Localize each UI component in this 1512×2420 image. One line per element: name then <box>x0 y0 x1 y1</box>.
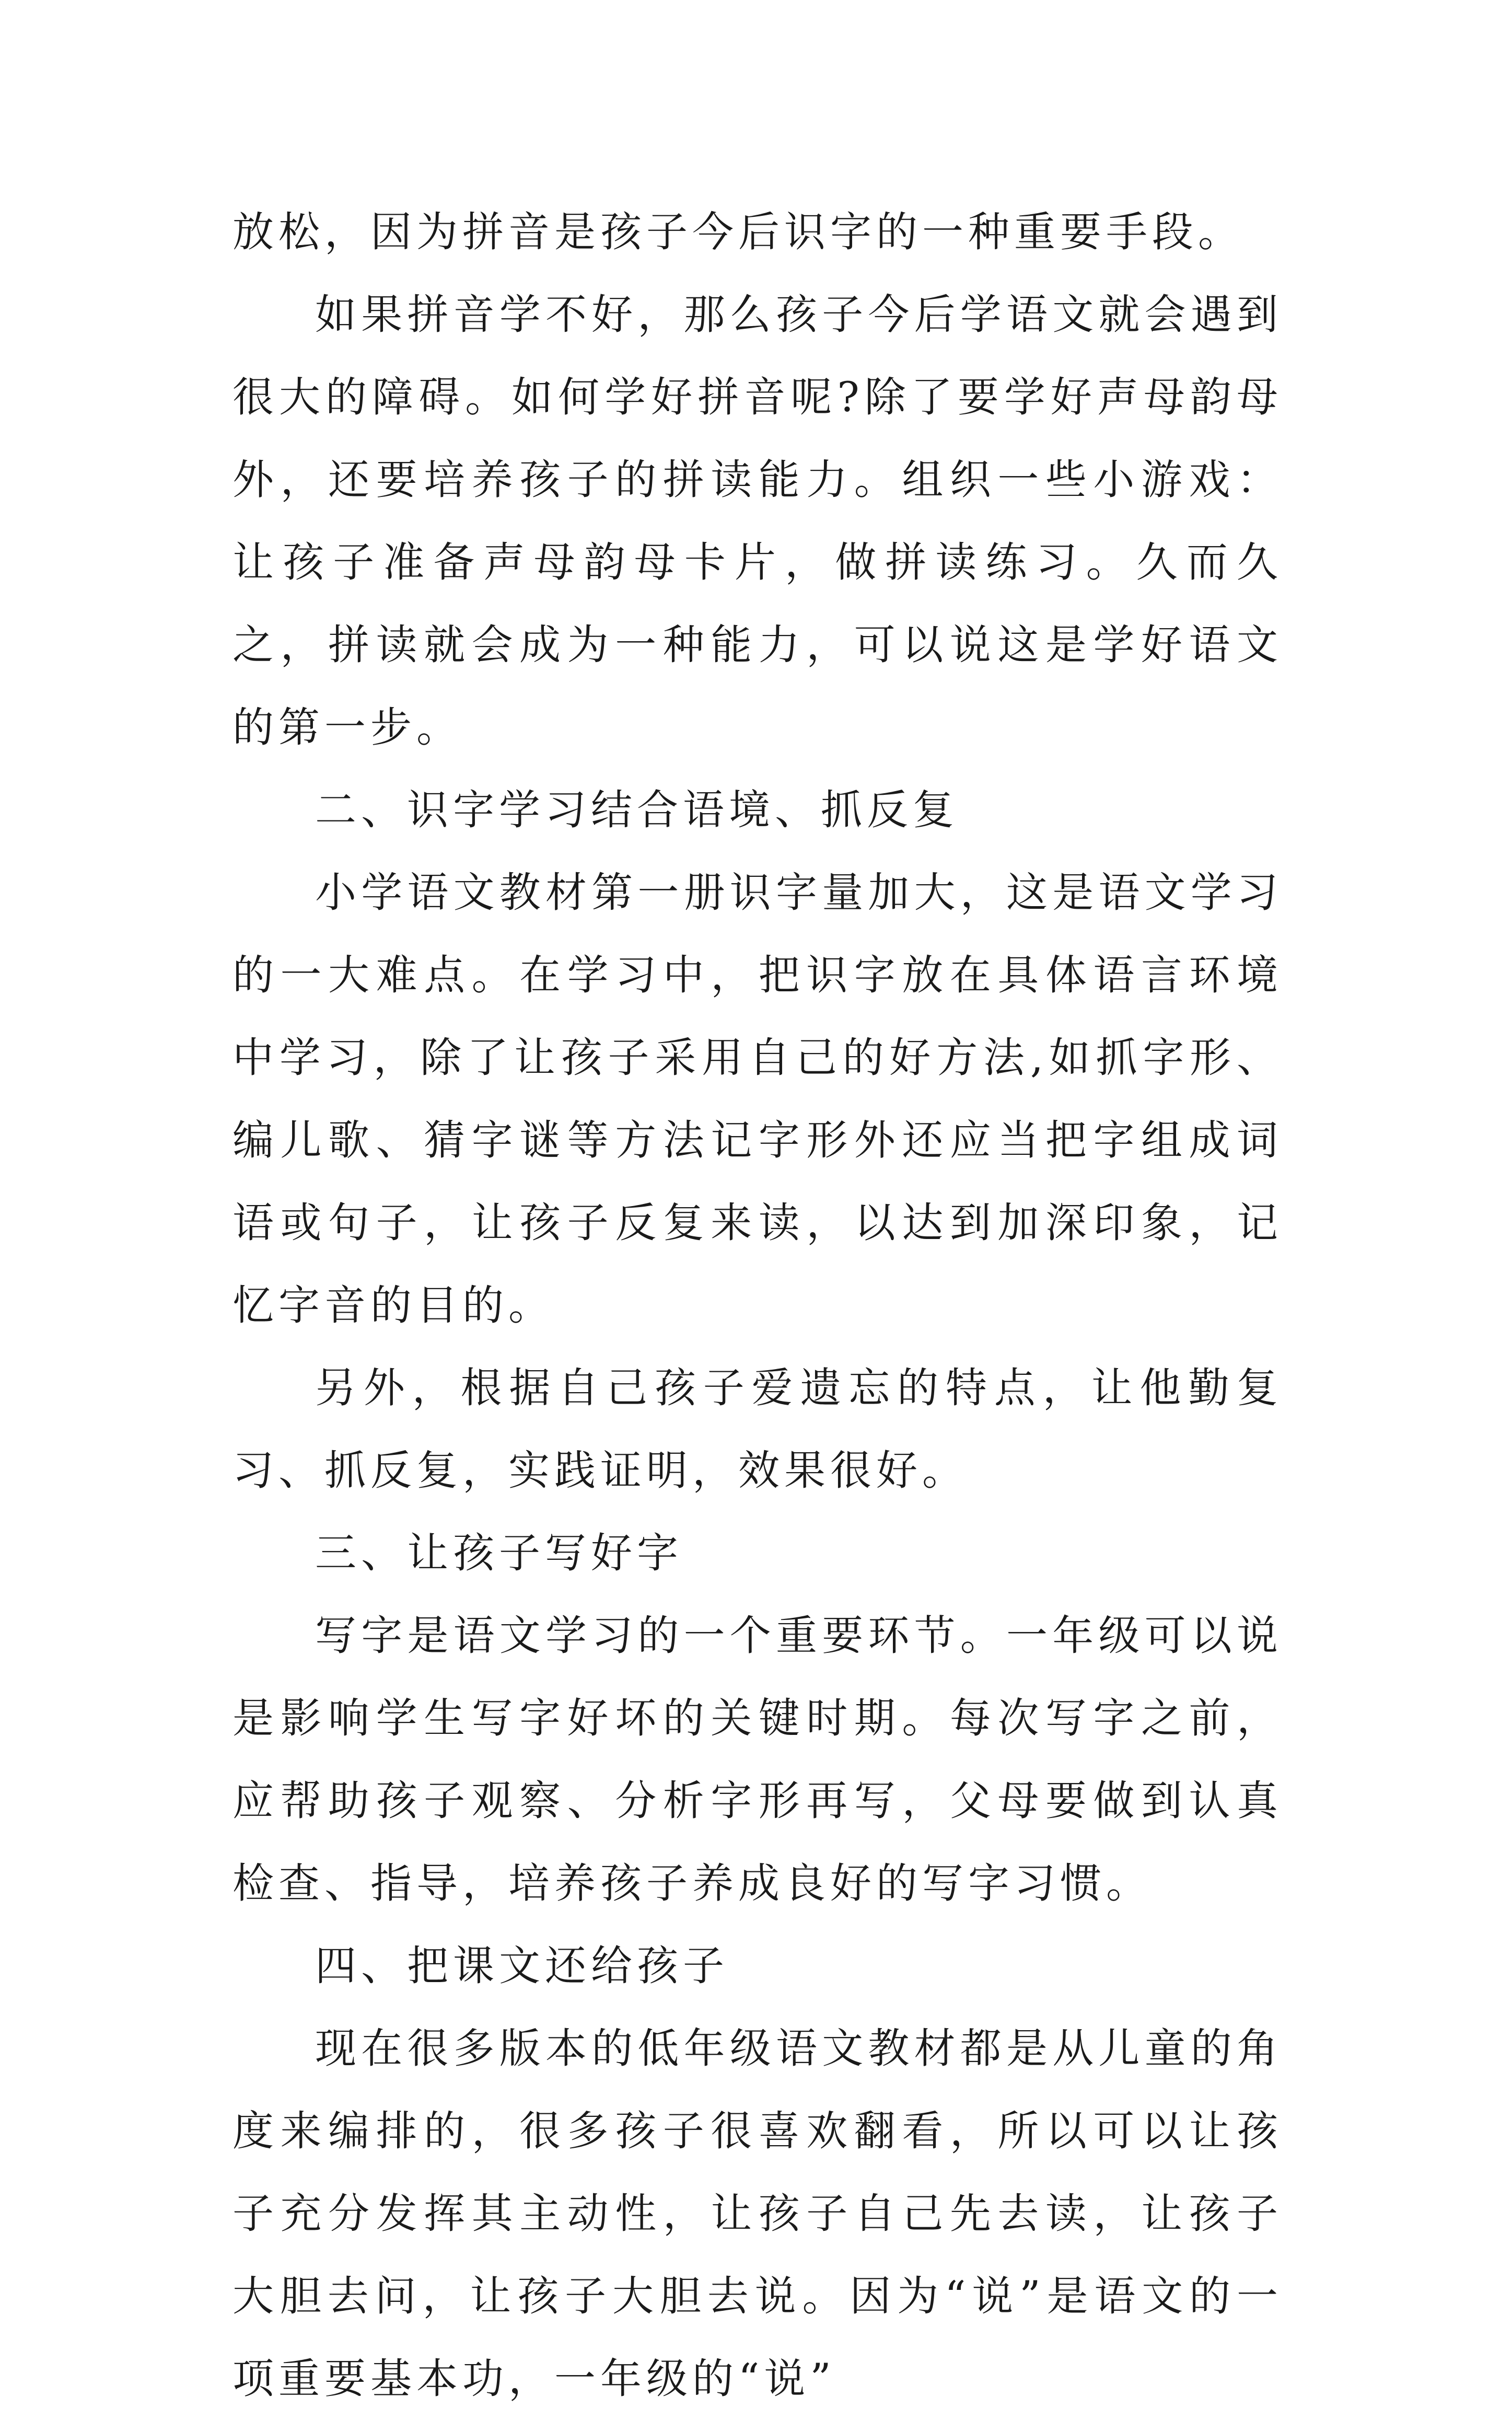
paragraph-5: 写字是语文学习的一个重要环节。一年级可以说是影响学生写字好坏的关键时期。每次写字之前，应帮助孩子观察、分析字形再写，父母要做到认真检查、指导，培养孩子养成良好的写字习惯。 <box>232 1612 1283 1907</box>
section-heading-3: 三、让孩子写好字 <box>315 1529 683 1577</box>
paragraph-3: 小学语文教材第一册识字量加大，这是语文学习的一大难点。在学习中，把识字放在具体语言环境中学习，除了让孩子采用自己的好方法,如抓字形、编儿歌、猜字谜等方法记字形外还应当把字组成词语或句子，让孩子反复来读，以达到加深印象，记忆字音的目的。 <box>232 869 1283 1329</box>
section-heading-4: 四、把课文还给孩子 <box>315 1942 729 1990</box>
paragraph-4: 另外，根据自己孩子爱遗忘的特点，让他勤复习、抓反复，实践证明，效果很好。 <box>232 1364 1283 1495</box>
paragraph-2: 如果拼音学不好，那么孩子今后学语文就会遇到很大的障碍。如何学好拼音呢?除了要学好声母韵母外，还要培养孩子的拼读能力。组织一些小游戏：让孩子准备声母韵母卡片，做拼读练习。久而久之，拼读就会成为一种能力，可以说这是学好语文的第一步。 <box>232 291 1283 751</box>
document-body <box>232 191 1283 2420</box>
section-heading-2: 二、识字学习结合语境、抓反复 <box>315 786 959 834</box>
paragraph-1: 放松，因为拼音是孩子今后识字的一种重要手段。 <box>232 208 1244 256</box>
paragraph-6: 现在很多版本的低年级语文教材都是从儿童的角度来编排的，很多孩子很喜欢翻看，所以可以让孩子充分发挥其主动性，让孩子自己先去读，让孩子大胆去问，让孩子大胆去说。因为“说”是语文的一项重要基本功，一年级的“说” <box>232 2024 1283 2403</box>
